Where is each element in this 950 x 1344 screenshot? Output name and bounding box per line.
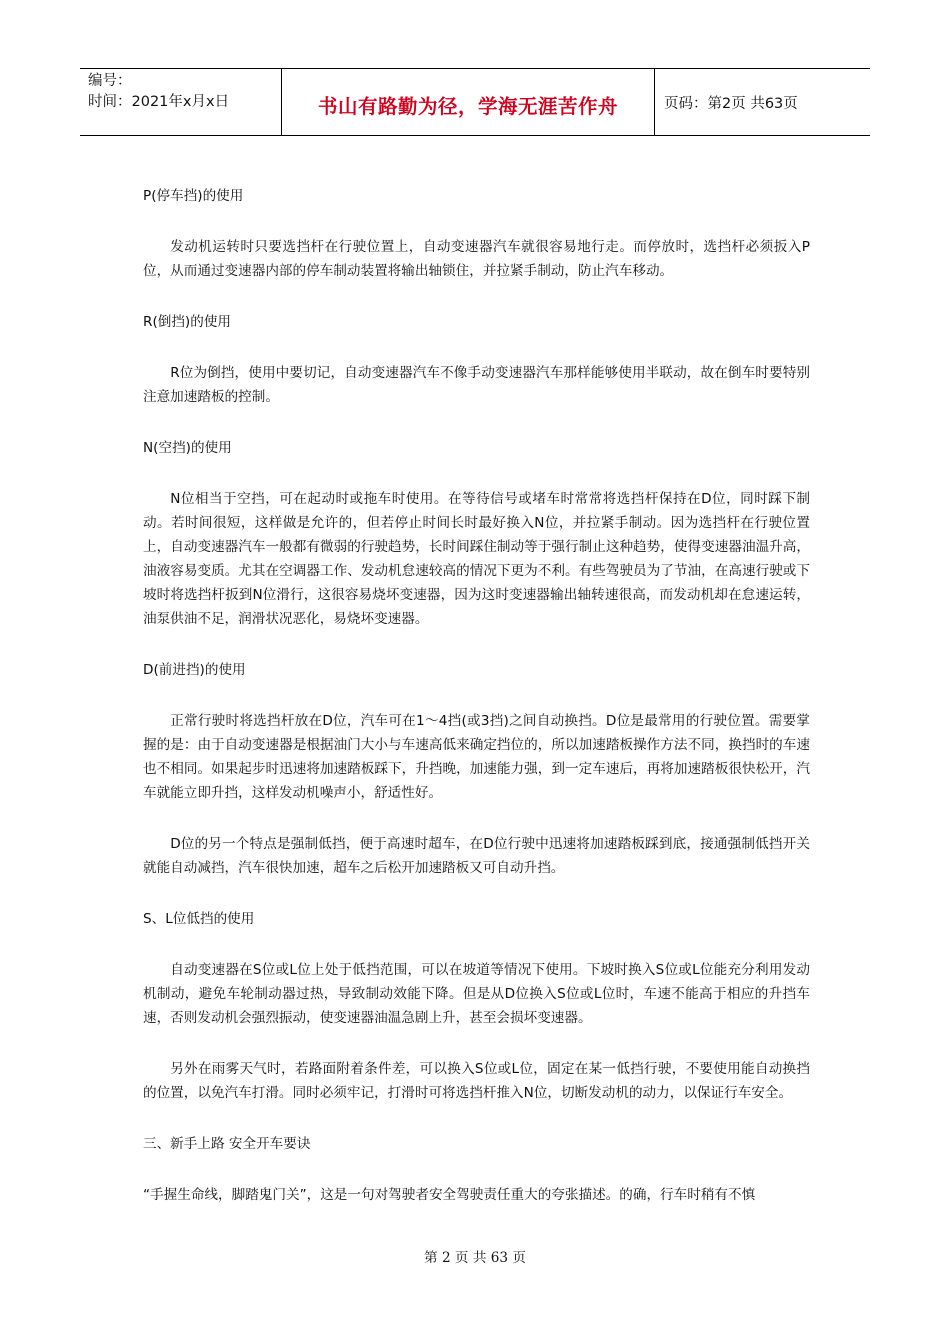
- section-heading-d: D(前进挡)的使用: [143, 662, 246, 678]
- header-table: [80, 68, 870, 136]
- paragraph: 发动机运转时只要选挡杆在行驶位置上，自动变速器汽车就很容易地行走。而停放时，选挡杆必须扳入P位，从而通过变速器内部的停车制动装置将输出轴锁住，并拉紧手制动，防止汽车移动。: [143, 239, 810, 279]
- document-date-label: 时间：2021年x月x日: [88, 94, 230, 110]
- header-motto-cell: [282, 69, 655, 135]
- section-heading-tips: 三、新手上路 安全开车要诀: [143, 1136, 311, 1152]
- section-heading-sl: S、L位低挡的使用: [143, 911, 255, 927]
- header-motto: 书山有路勤为径，学海无涯苦作舟: [317, 95, 618, 118]
- header-page-cell: [655, 69, 870, 135]
- header-left-cell: [80, 69, 282, 135]
- section-heading-n: N(空挡)的使用: [143, 440, 232, 456]
- section-heading-r: R(倒挡)的使用: [143, 314, 232, 330]
- paragraph: N位相当于空挡，可在起动时或拖车时使用。在等待信号或堵车时常常将选挡杆保持在D位，同时踩下制动。若时间很短，这样做是允许的，但若停止时间长时最好换入N位，并拉紧手制动。因为选挡杆在行驶位置上，自动变速器汽车一般都有微弱的行驶趋势，长时间踩住制动等于强行制止这种趋势，使得变速器油温升高，油液容易变质。尤其在空调器工作、发动机怠速较高的情况下更为不利。有些驾驶员为了节油，在高速行驶或下坡时将选挡杆扳到N位滑行，这很容易烧坏变速器，因为这时变速器输出轴转速很高，而发动机却在怠速运转，油泵供油不足，润滑状况恶化，易烧坏变速器。: [143, 491, 810, 627]
- paragraph: D位的另一个特点是强制低挡，便于高速时超车，在D位行驶中迅速将加速踏板踩到底，接通强制低挡开关就能自动减挡，汽车很快加速，超车之后松开加速踏板又可自动升挡。: [143, 836, 810, 876]
- paragraph: “手握生命线，脚踏鬼门关”，这是一句对驾驶者安全驾驶责任重大的夸张描述。的确，行车时稍有不慎: [143, 1187, 756, 1203]
- paragraph: 另外在雨雾天气时，若路面附着条件差，可以换入S位或L位，固定在某一低挡行驶，不要使用能自动换挡的位置，以免汽车打滑。同时必须牢记，打滑时可将选挡杆推入N位，切断发动机的动力，以保证行车安全。: [143, 1061, 810, 1101]
- page-footer: 第 2 页 共 63 页: [424, 1250, 526, 1266]
- document-body: [143, 184, 810, 1234]
- paragraph: R位为倒挡，使用中要切记，自动变速器汽车不像手动变速器汽车那样能够使用半联动，故在倒车时要特别注意加速踏板的控制。: [143, 365, 810, 405]
- header-page-label: 页码：第2页 共63页: [664, 95, 798, 112]
- paragraph: 正常行驶时将选挡杆放在D位，汽车可在1～4挡(或3挡)之间自动换挡。D位是最常用的行驶位置。需要掌握的是：由于自动变速器是根据油门大小与车速高低来确定挡位的，所以加速踏板操作方法不同，换挡时的车速也不相同。如果起步时迅速将加速踏板踩下，升挡晚，加速能力强，到一定车速后，再将加速踏板很快松开，汽车就能立即升挡，这样发动机噪声小，舒适性好。: [143, 713, 810, 801]
- paragraph: 自动变速器在S位或L位上处于低挡范围，可以在坡道等情况下使用。下坡时换入S位或L位能充分利用发动机制动，避免车轮制动器过热，导致制动效能下降。但是从D位换入S位或L位时，车速不能高于相应的升挡车速，否则发动机会强烈振动，使变速器油温急剧上升，甚至会损坏变速器。: [143, 962, 810, 1026]
- section-heading-p: P(停车挡)的使用: [143, 188, 244, 204]
- document-number-label: 编号：: [88, 73, 132, 89]
